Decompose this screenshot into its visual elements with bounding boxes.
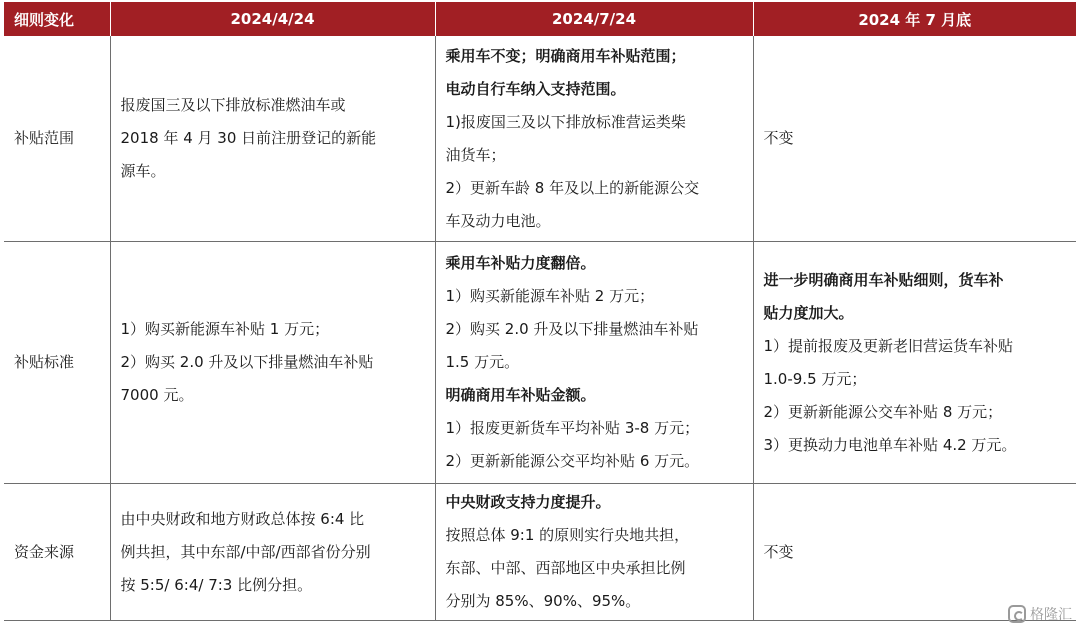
cell-heading-line: 明确商用车补贴金额。 (445, 386, 596, 404)
watermark (1008, 604, 1072, 624)
cell-line: 1）购买新能源车补贴 2 万元； (445, 287, 655, 305)
cell-2024-07-24 (435, 36, 753, 242)
cell-heading-line: 乘用车不变；明确商用车补贴范围； (445, 46, 686, 65)
cell-2024-04-24 (110, 242, 435, 484)
cell-line: 按照总体 9:1 的原则实行央地共担， (445, 526, 690, 544)
table-row (4, 36, 1076, 242)
cell-2024-07-24 (435, 484, 753, 621)
cell-line: 车及动力电池。 (445, 211, 551, 230)
header-2024-07-24: 2024/7/24 (435, 2, 753, 36)
cell-line: 由中央财政和地方财政总体按 6:4 比 (120, 509, 365, 528)
cell-2024-04-24 (110, 484, 435, 621)
cell-heading-line: 贴力度加大。 (763, 303, 854, 322)
header-row (4, 2, 1076, 36)
row-label: 补贴范围 (4, 36, 110, 242)
cell-2024-july-end (753, 36, 1076, 242)
cell-line: 2）更新车龄 8 年及以上的新能源公交 (445, 178, 700, 197)
cell-line: 例共担，其中东部/中部/西部省份分别 (120, 542, 371, 561)
cell-line: 1.0-9.5 万元； (763, 369, 867, 388)
cell-line: 7000 元。 (120, 386, 194, 404)
cell-line: 东部、中部、西部地区中央承担比例 (445, 559, 686, 577)
watermark-text: 格隆汇 (1030, 607, 1072, 623)
cell-heading-line: 中央财政支持力度提升。 (445, 493, 611, 511)
cell-line: 1）提前报废及更新老旧营运货车补贴 (763, 336, 1014, 355)
cell-heading-line: 进一步明确商用车补贴细则，货车补 (763, 270, 1004, 289)
cell-line: 不变 (763, 129, 794, 147)
cell-2024-07-24 (435, 242, 753, 484)
cell-heading-line: 乘用车补贴力度翻倍。 (445, 254, 596, 272)
cell-2024-july-end (753, 242, 1076, 484)
cell-line: 1）购买新能源车补贴 1 万元； (120, 320, 330, 338)
cell-line: 1.5 万元。 (445, 353, 520, 371)
cell-2024-july-end (753, 484, 1076, 621)
cell-line: 3）更换动力电池单车补贴 4.2 万元。 (763, 435, 1017, 454)
cell-line: 不变 (763, 542, 794, 561)
cell-line: 2）购买 2.0 升及以下排量燃油车补贴 (120, 353, 374, 371)
gelonghui-logo-icon (1008, 605, 1026, 623)
cell-2024-04-24 (110, 36, 435, 242)
cell-line: 2）更新新能源公交车补贴 8 万元； (763, 402, 1003, 421)
header-detail-change: 细则变化 (4, 2, 110, 36)
cell-line: 2）更新新能源公交平均补贴 6 万元。 (445, 452, 700, 470)
cell-line: 报废国三及以下排放标准燃油车或 (120, 96, 346, 114)
cell-line: 1）报废更新货车平均补贴 3-8 万元； (445, 419, 700, 437)
cell-heading-line: 电动自行车纳入支持范围。 (445, 79, 626, 98)
comparison-table (4, 2, 1076, 621)
cell-line: 2）购买 2.0 升及以下排量燃油车补贴 (445, 320, 699, 338)
cell-line: 分别为 85%、90%、95%。 (445, 592, 641, 610)
row-label: 补贴标准 (4, 242, 110, 484)
cell-line: 2018 年 4 月 30 日前注册登记的新能 (120, 129, 377, 147)
header-2024-04-24: 2024/4/24 (110, 2, 435, 36)
table-row (4, 484, 1076, 621)
cell-line: 源车。 (120, 162, 166, 180)
cell-line: 油货车； (445, 145, 506, 164)
row-label: 资金来源 (4, 484, 110, 621)
table-row (4, 242, 1076, 484)
cell-line: 1)报废国三及以下排放标准营运类柴 (445, 112, 686, 131)
header-2024-july-end: 2024 年 7 月底 (753, 2, 1076, 36)
cell-line: 按 5:5/ 6:4/ 7:3 比例分担。 (120, 575, 313, 594)
